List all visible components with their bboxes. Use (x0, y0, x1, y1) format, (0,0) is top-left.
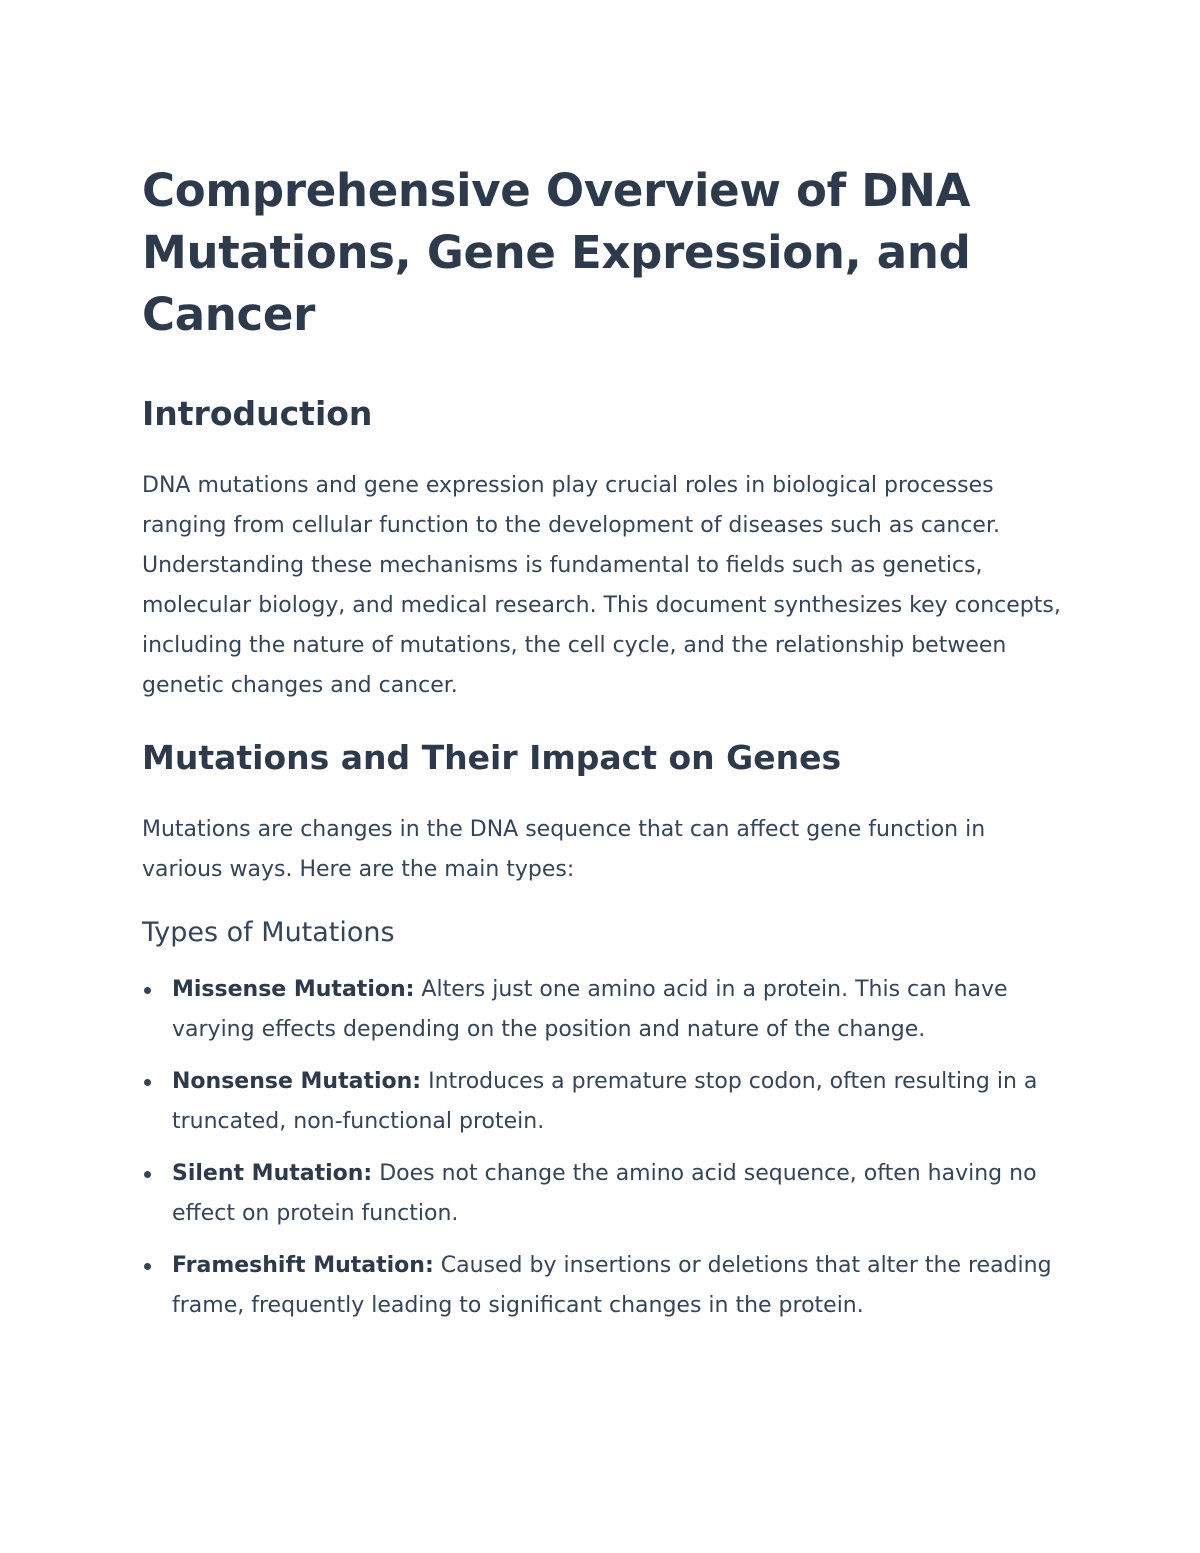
list-item-frameshift (142, 1246, 1062, 1326)
bullet-icon (144, 1171, 151, 1178)
introduction-paragraph: DNA mutations and gene expression play crucial roles in biological processes ranging from cellular function to the development of diseases such as cancer. Understanding these mechanisms is fundamental to fields such as genetics, molecular biology, and medical research. This document synthesizes key concepts, including the nature of mutations, the cell cycle, and the relationship between genetic changes and cancer. (142, 473, 1061, 698)
mutations-section-heading: Mutations and Their Impact on Genes (142, 738, 842, 777)
list-item-description: Caused by insertions or deletions that alter the reading frame, frequently leading to significant changes in the protein. (172, 1253, 1052, 1318)
list-item-term: Nonsense Mutation: (172, 1069, 422, 1094)
list-item-description: Alters just one amino acid in a protein. This can have varying effects depending on the position and nature of the change. (172, 977, 1008, 1042)
list-item-missense (142, 970, 1062, 1050)
types-of-mutations-subheading: Types of Mutations (142, 917, 395, 948)
bullet-icon (144, 1079, 151, 1086)
document-page (142, 160, 1062, 1338)
mutations-section-paragraph: Mutations are changes in the DNA sequence that can affect gene function in various ways. Here are the main types: (142, 817, 986, 882)
list-item-description: Does not change the amino acid sequence, often having no effect on protein function. (172, 1161, 1037, 1226)
bullet-icon (144, 1263, 151, 1270)
mutation-types-list (142, 970, 1062, 1326)
document-title: Comprehensive Overview of DNA Mutations, Gene Expression, and Cancer (142, 164, 971, 341)
list-item-silent (142, 1154, 1062, 1234)
list-item-term: Silent Mutation: (172, 1161, 373, 1186)
bullet-icon (144, 987, 151, 994)
introduction-heading: Introduction (142, 394, 373, 433)
list-item-description: Introduces a premature stop codon, often resulting in a truncated, non-functional protein. (172, 1069, 1038, 1134)
list-item-term: Missense Mutation: (172, 977, 415, 1002)
list-item-nonsense (142, 1062, 1062, 1142)
list-item-term: Frameshift Mutation: (172, 1253, 434, 1278)
